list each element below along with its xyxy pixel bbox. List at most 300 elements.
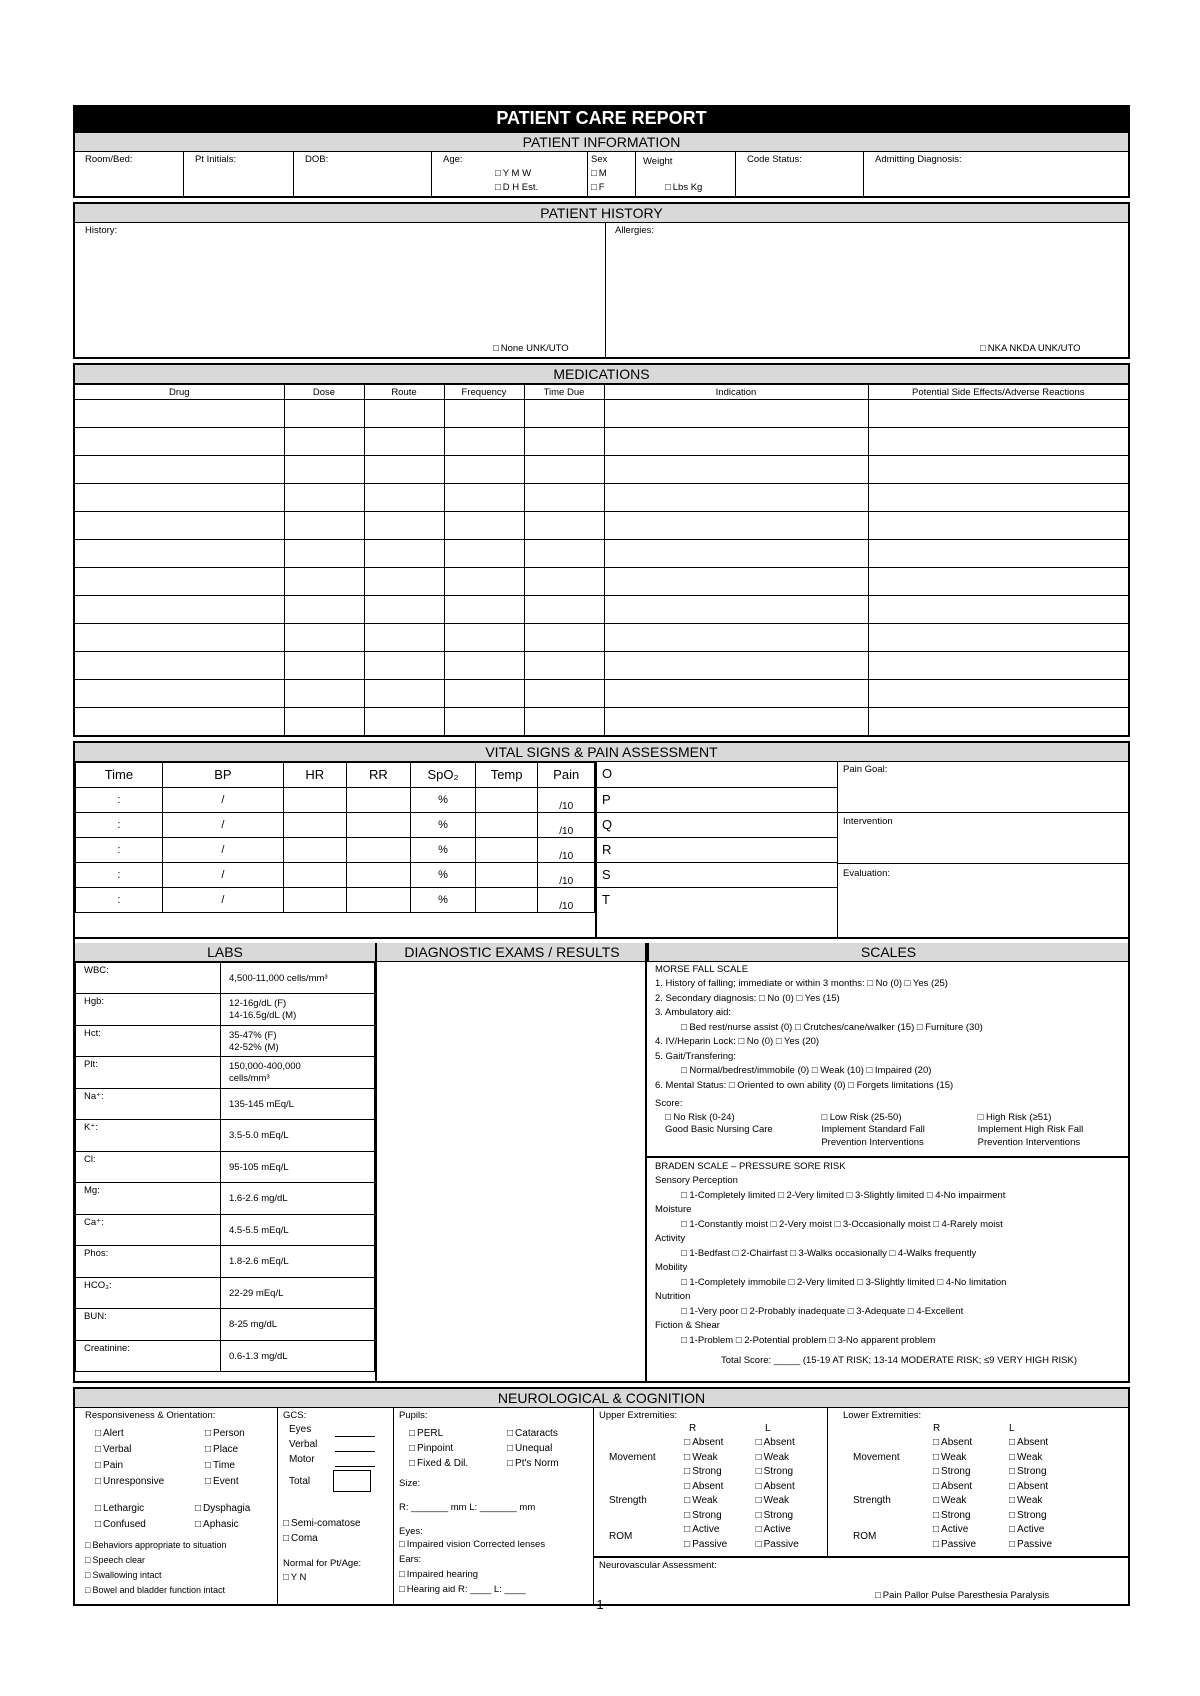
extremity-option[interactable]: □ Strong bbox=[933, 1465, 1009, 1480]
extremity-option[interactable]: □ Absent bbox=[756, 1436, 827, 1451]
pupils-title: Pupils: bbox=[399, 1409, 428, 1421]
lower-ext-l-options bbox=[1009, 1480, 1085, 1524]
report-title: PATIENT CARE REPORT bbox=[73, 105, 1130, 131]
medication-cell[interactable] bbox=[444, 540, 524, 568]
medication-cell[interactable] bbox=[364, 428, 444, 456]
medication-cell[interactable] bbox=[524, 428, 604, 456]
extremity-option[interactable]: □ Absent bbox=[1009, 1480, 1085, 1495]
braden-item[interactable]: □ 1-Completely immobile □ 2-Very limited □ 3-Slightly limited □ 4-No limitation bbox=[681, 1276, 1007, 1288]
extremity-option[interactable]: □ Active bbox=[756, 1523, 827, 1538]
upper-ext-group-label: ROM bbox=[609, 1531, 633, 1543]
extremity-option[interactable]: □ Strong bbox=[684, 1509, 755, 1524]
medication-cell[interactable] bbox=[868, 540, 1129, 568]
orientation-option[interactable]: □ Time bbox=[205, 1458, 245, 1474]
extremity-option[interactable]: □ Absent bbox=[933, 1480, 1009, 1495]
extremity-option[interactable]: □ Weak bbox=[756, 1494, 827, 1509]
room-bed-field[interactable]: Room/Bed: bbox=[85, 154, 133, 165]
lab-name[interactable]: Cl: bbox=[76, 1151, 221, 1183]
medication-cell[interactable] bbox=[74, 512, 284, 540]
risk-line: □ No Risk (0-24) bbox=[665, 1111, 735, 1123]
lab-row bbox=[76, 1340, 375, 1372]
medication-cell[interactable] bbox=[444, 624, 524, 652]
lab-range: 35-47% (F) 42-52% (M) bbox=[221, 1025, 375, 1057]
medication-cell[interactable] bbox=[604, 624, 868, 652]
bp-cell[interactable]: / bbox=[162, 862, 283, 887]
medication-cell[interactable] bbox=[444, 484, 524, 512]
ears-label: Ears: bbox=[399, 1553, 422, 1565]
extremity-option[interactable]: □ Strong bbox=[684, 1465, 755, 1480]
medications-table bbox=[73, 384, 1130, 737]
rr-cell[interactable] bbox=[346, 837, 411, 862]
history-field[interactable]: History: bbox=[85, 225, 118, 236]
lab-name[interactable]: WBC: bbox=[76, 962, 221, 994]
behavior-option[interactable]: □ Speech clear bbox=[85, 1553, 227, 1568]
medication-cell[interactable] bbox=[868, 708, 1129, 736]
time-cell[interactable]: : bbox=[76, 812, 163, 837]
medication-cell[interactable] bbox=[868, 400, 1129, 428]
medication-cell[interactable] bbox=[284, 512, 364, 540]
left-label: L bbox=[1009, 1422, 1015, 1434]
morse-item[interactable]: 1. History of falling; immediate or within 3 months: □ No (0) □ Yes (25) bbox=[655, 978, 948, 989]
medication-cell[interactable] bbox=[74, 428, 284, 456]
risk-level[interactable] bbox=[811, 1112, 967, 1150]
lower-ext-rl-header bbox=[843, 1422, 1123, 1437]
temp-cell[interactable] bbox=[475, 787, 538, 812]
medication-cell[interactable] bbox=[444, 456, 524, 484]
temp-cell[interactable] bbox=[475, 887, 538, 912]
rr-cell[interactable] bbox=[346, 887, 411, 912]
medication-cell[interactable] bbox=[604, 456, 868, 484]
gcs-total-label: Total bbox=[289, 1475, 311, 1487]
medication-cell[interactable] bbox=[604, 484, 868, 512]
medication-cell[interactable] bbox=[284, 624, 364, 652]
opqrst-row-s[interactable]: S bbox=[596, 863, 837, 888]
medication-cell[interactable] bbox=[284, 596, 364, 624]
age-field[interactable]: Age: bbox=[443, 154, 463, 165]
ears-option[interactable]: □ Hearing aid R: ____ L: ____ bbox=[399, 1582, 526, 1597]
history-options[interactable]: □ None UNK/UTO bbox=[493, 343, 569, 354]
medication-cell[interactable] bbox=[604, 428, 868, 456]
spo2-cell[interactable]: % bbox=[411, 862, 476, 887]
vitals-row bbox=[76, 812, 595, 837]
medication-cell[interactable] bbox=[74, 708, 284, 736]
extremity-option[interactable]: □ Active bbox=[684, 1523, 755, 1538]
braden-item: Fiction & Shear bbox=[655, 1320, 720, 1331]
labs-diagnostics-scales bbox=[73, 943, 1130, 1383]
lab-range: 0.6-1.3 mg/dL bbox=[221, 1340, 375, 1372]
neurovasc-label: Neurovascular Assessment: bbox=[599, 1559, 717, 1571]
lab-row bbox=[76, 1214, 375, 1246]
allergy-options[interactable]: □ NKA NKDA UNK/UTO bbox=[980, 343, 1081, 354]
dob-field[interactable]: DOB: bbox=[305, 154, 329, 165]
col-dose: Dose bbox=[284, 385, 364, 400]
medication-cell[interactable] bbox=[74, 680, 284, 708]
pupil-option[interactable]: □ PERL bbox=[409, 1426, 468, 1441]
weight-field[interactable]: Weight bbox=[643, 156, 673, 167]
medication-cell[interactable] bbox=[444, 680, 524, 708]
lab-name[interactable]: Plt: bbox=[76, 1057, 221, 1089]
bp-cell[interactable]: / bbox=[162, 887, 283, 912]
medication-cell[interactable] bbox=[364, 484, 444, 512]
rr-cell[interactable] bbox=[346, 862, 411, 887]
medication-cell[interactable] bbox=[868, 568, 1129, 596]
medication-cell[interactable] bbox=[444, 512, 524, 540]
medication-cell[interactable] bbox=[284, 456, 364, 484]
medication-cell[interactable] bbox=[364, 680, 444, 708]
diagnostics-area[interactable] bbox=[377, 962, 645, 1381]
extremity-option[interactable]: □ Strong bbox=[756, 1465, 827, 1480]
lab-name[interactable]: Na⁺: bbox=[76, 1088, 221, 1120]
medication-cell[interactable] bbox=[524, 680, 604, 708]
pain-cell[interactable]: /10 bbox=[538, 787, 595, 812]
resp-option[interactable]: □ Unresponsive bbox=[95, 1474, 164, 1490]
braden-title: BRADEN SCALE – PRESSURE SORE RISK bbox=[655, 1160, 846, 1172]
medications-header-row bbox=[74, 385, 1129, 400]
code-status-field[interactable]: Code Status: bbox=[747, 154, 802, 165]
medication-cell[interactable] bbox=[868, 512, 1129, 540]
medication-cell[interactable] bbox=[444, 400, 524, 428]
braden-item[interactable]: □ 1-Problem □ 2-Potential problem □ 3-No apparent problem bbox=[681, 1334, 936, 1346]
bp-cell[interactable]: / bbox=[162, 787, 283, 812]
medication-cell[interactable] bbox=[284, 540, 364, 568]
morse-item[interactable]: □ Normal/bedrest/immobile (0) □ Weak (10) □ Impaired (20) bbox=[681, 1065, 932, 1076]
score-label: Score: bbox=[655, 1098, 683, 1109]
medication-cell[interactable] bbox=[74, 596, 284, 624]
extremity-option[interactable]: □ Strong bbox=[1009, 1509, 1085, 1524]
extremity-option[interactable]: □ Passive bbox=[756, 1538, 827, 1553]
medication-row bbox=[74, 428, 1129, 456]
allergies-field[interactable]: Allergies: bbox=[615, 225, 655, 236]
medication-cell[interactable] bbox=[604, 652, 868, 680]
vitals-row bbox=[76, 837, 595, 862]
hr-cell[interactable] bbox=[283, 837, 346, 862]
resp-title: Responsiveness & Orientation: bbox=[85, 1409, 216, 1421]
braden-item[interactable]: □ 1-Very poor □ 2-Probably inadequate □ 3-Adequate □ 4-Excellent bbox=[681, 1305, 964, 1317]
medication-cell[interactable] bbox=[284, 568, 364, 596]
time-cell[interactable]: : bbox=[76, 787, 163, 812]
pain-cell[interactable]: /10 bbox=[538, 862, 595, 887]
upper-ext-rl-header bbox=[599, 1422, 827, 1437]
extremity-option[interactable]: □ Passive bbox=[1009, 1538, 1085, 1553]
gcs-option[interactable]: □ Semi-comatose bbox=[283, 1516, 361, 1531]
lab-name[interactable]: Mg: bbox=[76, 1183, 221, 1215]
hr-cell[interactable] bbox=[283, 862, 346, 887]
medication-cell[interactable] bbox=[524, 400, 604, 428]
risk-level[interactable] bbox=[968, 1112, 1124, 1150]
medication-cell[interactable] bbox=[524, 540, 604, 568]
medication-cell[interactable] bbox=[364, 540, 444, 568]
lower-ext-group bbox=[843, 1523, 1123, 1552]
medication-cell[interactable] bbox=[868, 680, 1129, 708]
extremity-option[interactable]: □ Absent bbox=[1009, 1436, 1085, 1451]
gcs-total-box[interactable] bbox=[333, 1470, 371, 1492]
extremity-option[interactable]: □ Passive bbox=[933, 1538, 1009, 1553]
extremity-option[interactable]: □ Absent bbox=[684, 1436, 755, 1451]
lab-name[interactable]: HCO₃: bbox=[76, 1277, 221, 1309]
medication-cell[interactable] bbox=[74, 400, 284, 428]
morse-item[interactable]: 4. IV/Heparin Lock: □ No (0) □ Yes (20) bbox=[655, 1036, 820, 1047]
behavior-option[interactable]: □ Behaviors appropriate to situation bbox=[85, 1538, 227, 1553]
gcs-item[interactable] bbox=[289, 1422, 379, 1437]
medication-cell[interactable] bbox=[444, 428, 524, 456]
pt-initials-field[interactable]: Pt Initials: bbox=[195, 154, 237, 165]
medication-cell[interactable] bbox=[604, 680, 868, 708]
hr-cell[interactable] bbox=[283, 787, 346, 812]
hr-cell[interactable] bbox=[283, 887, 346, 912]
gcs-item-line[interactable] bbox=[335, 1441, 375, 1452]
morse-item[interactable]: 3. Ambulatory aid: bbox=[655, 1007, 732, 1018]
medication-cell[interactable] bbox=[284, 652, 364, 680]
pupil-option[interactable]: □ Fixed & Dil. bbox=[409, 1456, 468, 1471]
braden-item[interactable]: □ 1-Constantly moist □ 2-Very moist □ 3-Occasionally moist □ 4-Rarely moist bbox=[681, 1218, 1003, 1230]
orientation-option[interactable]: □ Person bbox=[205, 1426, 245, 1442]
extremity-option[interactable]: □ Active bbox=[1009, 1523, 1085, 1538]
size-field[interactable]: R: _______ mm L: _______ mm bbox=[399, 1501, 536, 1513]
medication-cell[interactable] bbox=[524, 652, 604, 680]
temp-cell[interactable] bbox=[475, 862, 538, 887]
pain-goal-field[interactable]: Pain Goal: bbox=[843, 763, 888, 775]
medication-cell[interactable] bbox=[444, 568, 524, 596]
col-time: Time bbox=[76, 762, 163, 787]
pupil-option[interactable]: □ Unequal bbox=[507, 1441, 559, 1456]
medication-cell[interactable] bbox=[524, 456, 604, 484]
medication-cell[interactable] bbox=[604, 596, 868, 624]
time-cell[interactable]: : bbox=[76, 887, 163, 912]
medication-cell[interactable] bbox=[524, 708, 604, 736]
rr-cell[interactable] bbox=[346, 812, 411, 837]
medication-cell[interactable] bbox=[868, 624, 1129, 652]
lab-range: 4,500-11,000 cells/mm³ bbox=[221, 962, 375, 994]
pain-cell[interactable]: /10 bbox=[538, 887, 595, 912]
col-pain: Pain bbox=[538, 762, 595, 787]
medication-cell[interactable] bbox=[604, 708, 868, 736]
gcs-item-line[interactable] bbox=[335, 1456, 375, 1467]
medication-cell[interactable] bbox=[868, 428, 1129, 456]
opqrst-row-o[interactable]: O bbox=[596, 762, 837, 788]
risk-line: Good Basic Nursing Care bbox=[665, 1124, 773, 1135]
lab-range: 12-16g/dL (F) 14-16.5g/dL (M) bbox=[221, 994, 375, 1026]
extremity-option[interactable]: □ Absent bbox=[684, 1480, 755, 1495]
vitals-header: VITAL SIGNS & PAIN ASSESSMENT bbox=[73, 741, 1130, 762]
right-label: R bbox=[933, 1422, 941, 1434]
neurovasc-options[interactable]: □ Pain Pallor Pulse Paresthesia Paralysis bbox=[875, 1590, 1049, 1601]
temp-cell[interactable] bbox=[475, 812, 538, 837]
morse-item[interactable]: □ Bed rest/nurse assist (0) □ Crutches/cane/walker (15) □ Furniture (30) bbox=[681, 1021, 983, 1033]
opqrst-row-t[interactable]: T bbox=[602, 891, 610, 907]
medication-cell[interactable] bbox=[74, 484, 284, 512]
medication-cell[interactable] bbox=[364, 400, 444, 428]
extremity-option[interactable]: □ Absent bbox=[756, 1480, 827, 1495]
morse-item[interactable]: 5. Gait/Transfering: bbox=[655, 1050, 736, 1062]
lab-range: 8-25 mg/dL bbox=[221, 1309, 375, 1341]
extremity-option[interactable]: □ Weak bbox=[933, 1494, 1009, 1509]
bp-cell[interactable]: / bbox=[162, 837, 283, 862]
pupil-option[interactable]: □ Cataracts bbox=[507, 1426, 559, 1441]
age-units-1[interactable]: □ Y M W bbox=[495, 168, 531, 179]
risk-level[interactable] bbox=[655, 1112, 811, 1150]
pain-cell[interactable]: /10 bbox=[538, 837, 595, 862]
medication-cell[interactable] bbox=[868, 652, 1129, 680]
weight-units[interactable]: □ Lbs Kg bbox=[665, 182, 702, 193]
evaluation-field[interactable]: Evaluation: bbox=[843, 867, 891, 879]
morse-item[interactable]: 2. Secondary diagnosis: □ No (0) □ Yes (15) bbox=[655, 992, 840, 1004]
lab-name[interactable]: Creatinine: bbox=[76, 1340, 221, 1372]
braden-item[interactable]: □ 1-Bedfast □ 2-Chairfast □ 3-Walks occasionally □ 4-Walks frequently bbox=[681, 1247, 977, 1259]
medication-cell[interactable] bbox=[524, 568, 604, 596]
admitting-dx-field[interactable]: Admitting Diagnosis: bbox=[875, 154, 962, 165]
medication-cell[interactable] bbox=[74, 456, 284, 484]
ears-option[interactable]: □ Impaired hearing bbox=[399, 1567, 526, 1582]
medication-cell[interactable] bbox=[524, 512, 604, 540]
bp-cell[interactable]: / bbox=[162, 812, 283, 837]
pupil-option[interactable]: □ Pt's Norm bbox=[507, 1456, 559, 1471]
pain-cell[interactable]: /10 bbox=[538, 812, 595, 837]
lab-row bbox=[76, 1183, 375, 1215]
lab-row bbox=[76, 962, 375, 994]
eyes-label: Eyes: bbox=[399, 1525, 423, 1537]
medication-cell[interactable] bbox=[364, 456, 444, 484]
medication-cell[interactable] bbox=[74, 568, 284, 596]
lower-ext-group-label: Movement bbox=[853, 1451, 900, 1463]
medication-cell[interactable] bbox=[604, 512, 868, 540]
lab-name[interactable]: Phos: bbox=[76, 1246, 221, 1278]
spo2-cell[interactable]: % bbox=[411, 887, 476, 912]
medication-cell[interactable] bbox=[524, 596, 604, 624]
risk-line: □ High Risk (≥51) bbox=[977, 1111, 1052, 1123]
gcs-item-line[interactable] bbox=[335, 1426, 375, 1437]
pupil-option[interactable]: □ Pinpoint bbox=[409, 1441, 468, 1456]
extremity-option[interactable]: □ Strong bbox=[1009, 1465, 1085, 1480]
medication-cell[interactable] bbox=[444, 652, 524, 680]
lab-range: 135-145 mEq/L bbox=[221, 1088, 375, 1120]
opqrst-row-q[interactable]: Q bbox=[596, 813, 837, 838]
extremity-option[interactable]: □ Weak bbox=[756, 1451, 827, 1466]
upper-ext-l-options bbox=[756, 1436, 827, 1480]
upper-ext-group-label: Strength bbox=[609, 1495, 647, 1506]
resp-option[interactable]: □ Aphasic bbox=[195, 1517, 250, 1533]
age-units-2[interactable]: □ D H Est. bbox=[495, 182, 538, 193]
extremity-option[interactable]: □ Weak bbox=[684, 1451, 755, 1466]
resp-option[interactable]: □ Dysphagia bbox=[195, 1501, 250, 1517]
spo2-cell[interactable]: % bbox=[411, 812, 476, 837]
lab-name[interactable]: Hct: bbox=[76, 1025, 221, 1057]
medication-cell[interactable] bbox=[284, 400, 364, 428]
medication-cell[interactable] bbox=[364, 568, 444, 596]
vitals-row bbox=[76, 787, 595, 812]
medication-cell[interactable] bbox=[444, 596, 524, 624]
medication-cell[interactable] bbox=[74, 540, 284, 568]
medication-cell[interactable] bbox=[524, 484, 604, 512]
extremity-option[interactable]: □ Strong bbox=[756, 1509, 827, 1524]
resp-option[interactable]: □ Alert bbox=[95, 1426, 164, 1442]
lab-name[interactable]: BUN: bbox=[76, 1309, 221, 1341]
upper-ext-group-label: Movement bbox=[609, 1451, 656, 1463]
gcs-item-label: Eyes bbox=[289, 1423, 312, 1435]
gcs-item[interactable] bbox=[289, 1452, 379, 1467]
extremity-option[interactable]: □ Active bbox=[933, 1523, 1009, 1538]
time-cell[interactable]: : bbox=[76, 862, 163, 887]
opqrst-row-r[interactable]: R bbox=[596, 838, 837, 863]
resp-option[interactable]: □ Lethargic bbox=[95, 1501, 146, 1517]
opqrst-row-p[interactable]: P bbox=[596, 788, 837, 813]
sex-m-checkbox[interactable]: □ M bbox=[591, 168, 607, 179]
spo2-cell[interactable]: % bbox=[411, 787, 476, 812]
gcs-option[interactable]: □ Coma bbox=[283, 1531, 361, 1546]
medication-cell[interactable] bbox=[284, 680, 364, 708]
medication-cell[interactable] bbox=[868, 456, 1129, 484]
sex-f-checkbox[interactable]: □ F bbox=[591, 182, 605, 193]
lab-row bbox=[76, 1025, 375, 1057]
risk-line: □ Low Risk (25-50) bbox=[821, 1111, 902, 1123]
behavior-option[interactable]: □ Bowel and bladder function intact bbox=[85, 1583, 227, 1598]
medication-cell[interactable] bbox=[868, 484, 1129, 512]
braden-item: Sensory Perception bbox=[655, 1175, 738, 1186]
rr-cell[interactable] bbox=[346, 787, 411, 812]
braden-total[interactable]: Total Score: _____ (15-19 AT RISK; 13-14 MODERATE RISK; ≤9 VERY HIGH RISK) bbox=[721, 1355, 1077, 1366]
extremity-option[interactable]: □ Weak bbox=[1009, 1451, 1085, 1466]
lab-name[interactable]: Hgb: bbox=[76, 994, 221, 1026]
medication-cell[interactable] bbox=[364, 512, 444, 540]
medication-cell[interactable] bbox=[524, 624, 604, 652]
extremity-option[interactable]: □ Passive bbox=[684, 1538, 755, 1553]
medication-cell[interactable] bbox=[284, 708, 364, 736]
orientation-option[interactable]: □ Place bbox=[205, 1442, 245, 1458]
resp-option[interactable]: □ Verbal bbox=[95, 1442, 164, 1458]
extremity-option[interactable]: □ Strong bbox=[933, 1509, 1009, 1524]
medication-cell[interactable] bbox=[74, 652, 284, 680]
medication-cell[interactable] bbox=[364, 652, 444, 680]
extremity-option[interactable]: □ Weak bbox=[1009, 1494, 1085, 1509]
medication-cell[interactable] bbox=[604, 540, 868, 568]
lab-name[interactable]: K⁺: bbox=[76, 1120, 221, 1152]
medication-cell[interactable] bbox=[284, 484, 364, 512]
medication-cell[interactable] bbox=[74, 624, 284, 652]
extremity-option[interactable]: □ Weak bbox=[684, 1494, 755, 1509]
medication-cell[interactable] bbox=[604, 568, 868, 596]
medication-cell[interactable] bbox=[284, 428, 364, 456]
extremity-option[interactable]: □ Weak bbox=[933, 1451, 1009, 1466]
time-cell[interactable]: : bbox=[76, 837, 163, 862]
behavior-option[interactable]: □ Swallowing intact bbox=[85, 1568, 227, 1583]
diagnostics-header: DIAGNOSTIC EXAMS / RESULTS bbox=[375, 943, 647, 962]
extremity-option[interactable]: □ Absent bbox=[933, 1436, 1009, 1451]
braden-item[interactable]: □ 1-Completely limited □ 2-Very limited □ 3-Slightly limited □ 4-No impairment bbox=[681, 1189, 1006, 1201]
eyes-options[interactable]: □ Impaired vision Corrected lenses bbox=[399, 1539, 545, 1550]
hr-cell[interactable] bbox=[283, 812, 346, 837]
medication-cell[interactable] bbox=[364, 708, 444, 736]
orientation-option[interactable]: □ Event bbox=[205, 1474, 245, 1490]
medication-cell[interactable] bbox=[868, 596, 1129, 624]
medication-cell[interactable] bbox=[604, 400, 868, 428]
medication-cell[interactable] bbox=[364, 624, 444, 652]
medication-cell[interactable] bbox=[444, 708, 524, 736]
intervention-field[interactable]: Intervention bbox=[843, 815, 893, 827]
gcs-item[interactable] bbox=[289, 1437, 379, 1452]
temp-cell[interactable] bbox=[475, 837, 538, 862]
normal-for-options[interactable]: □ Y N bbox=[283, 1572, 306, 1583]
resp-option[interactable]: □ Pain bbox=[95, 1458, 164, 1474]
lab-row bbox=[76, 1088, 375, 1120]
upper-ext-group bbox=[599, 1523, 827, 1552]
spo2-cell[interactable]: % bbox=[411, 837, 476, 862]
morse-item[interactable]: 6. Mental Status: □ Oriented to own ability (0) □ Forgets limitations (15) bbox=[655, 1079, 954, 1091]
lab-name[interactable]: Ca⁺: bbox=[76, 1214, 221, 1246]
upper-ext-group bbox=[599, 1436, 827, 1480]
medication-row bbox=[74, 624, 1129, 652]
medication-cell[interactable] bbox=[364, 596, 444, 624]
resp-option[interactable]: □ Confused bbox=[95, 1517, 146, 1533]
lower-ext-group bbox=[843, 1436, 1123, 1480]
